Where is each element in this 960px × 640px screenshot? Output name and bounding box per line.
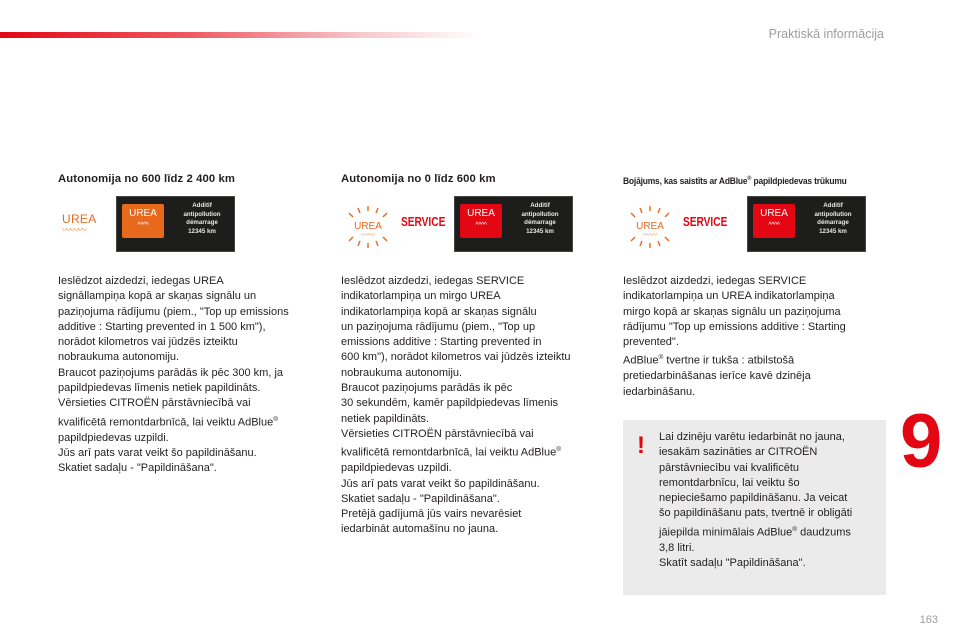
- note-text: Lai dzinēju varētu iedarbināt no jauna, iesakām sazināties ar CITROËN pārstāvniecību vai kvalificētu remontdarbnīcu, lai veiktu šo nepieciešamo papildināšanu. Ja veicat šo papildināšanu pats, tvertnē ir obligāti jāiepilda minimālais AdBlue® daudzums 3,8 litri. Skatīt sadaļu "Papildināšana".: [659, 431, 853, 570]
- column-body: Ieslēdzot aizdedzi, iedegas SERVICE indikatorlampiņa un mirgo UREA indikatorlampiņa kopā ar skaņas signālu un paziņojuma rādījumu (piem., "Top up emissions additive : Starting prevented in 600 km"), norādot kilometros vai jūdzēs izteiktu nobraukuma autonomiju. Braucot paziņojums parādās ik pēc 30 sekundēm, kamēr papildpiedevas līmenis netiek papildināts. Vērsieties CITROËN pārstāvniecībā vai kvalificētā remontdarbnīcā, lai veiktu AdBlue® papildpiedevas uzpildi. Jūs arī pats varat veikt šo papildināšanu. Skatiet sadaļu - "Papildināšana". Pretējā gadījumā jūs vairs nevarēsiet iedarbināt automašīnu no jauna.: [341, 275, 571, 536]
- display-message: Additif antipollution démarrage 12345 km: [183, 202, 221, 235]
- service-warning-icon: SERVICE: [683, 214, 728, 229]
- urea-badge-icon: UREA ^^^^: [460, 204, 502, 238]
- instrument-display: [747, 196, 866, 252]
- urea-badge-icon: UREA ^^^^: [122, 204, 164, 238]
- column-adblue-fault: [623, 170, 888, 400]
- svg-text:〰〰: 〰〰: [643, 232, 657, 239]
- section-title: Praktiskā informācija: [768, 27, 884, 41]
- indicator-row: [623, 196, 888, 266]
- urea-flashing-icon: [625, 205, 675, 249]
- column-range-600-2400: [58, 170, 308, 477]
- header-accent-bar: [0, 32, 480, 38]
- svg-text:UREA: UREA: [354, 221, 382, 232]
- service-warning-icon: SERVICE: [401, 214, 446, 229]
- chapter-number: 9: [900, 399, 943, 484]
- column-body: Ieslēdzot aizdedzi, iedegas UREA signāllampiņa kopā ar skaņas signālu un paziņojuma rādījumu (piem., "Top up emissions additive : Starting prevented in 1 500 km"), norādot kilometros vai jūdzēs izteiktu nobraukuma autonomiju. Braucot paziņojums parādās ik pēc 300 km, ja papildpiedevas līmenis netiek papildināts. Vērsieties CITROËN pārstāvniecībā vai kvalificētā remontdarbnīcā, lai veiktu AdBlue® papildpiedevas uzpildi. Jūs arī pats varat veikt šo papildināšanu. Skatiet sadaļu - "Papildināšana".: [58, 275, 289, 475]
- instrument-display: [454, 196, 573, 252]
- warning-exclamation-icon: !: [637, 432, 645, 459]
- column-heading: Bojājums, kas saistīts ar AdBlue® papildpiedevas trūkumu: [623, 176, 847, 187]
- indicator-row: [58, 196, 308, 266]
- warning-note-box: [623, 420, 886, 595]
- column-range-0-600: [341, 170, 591, 538]
- column-heading: Autonomija no 600 līdz 2 400 km: [58, 173, 235, 185]
- page-number: 163: [919, 614, 938, 626]
- column-body: Ieslēdzot aizdedzi, iedegas SERVICE indikatorlampiņa un UREA indikatorlampiņa mirgo kopā ar skaņas signālu un paziņojuma rādījumu "Top up emissions additive : Starting prevented". AdBlue® tvertne ir tukša : atbilstošā pretiedarbināšanas ierīce kavē dzinēja iedarbināšanu.: [623, 275, 846, 398]
- instrument-display: [116, 196, 235, 252]
- urea-flashing-icon: [343, 205, 393, 249]
- indicator-row: [341, 196, 591, 266]
- svg-text:〰〰: 〰〰: [361, 232, 375, 239]
- svg-text:UREA: UREA: [636, 221, 664, 232]
- display-message: Additif antipollution démarrage 12345 km: [814, 202, 852, 235]
- urea-warning-icon: UREA 〰〰〰: [62, 212, 97, 235]
- urea-badge-icon: UREA ^^^^: [753, 204, 795, 238]
- display-message: Additif antipollution démarrage 12345 km: [521, 202, 559, 235]
- column-heading: Autonomija no 0 līdz 600 km: [341, 173, 496, 185]
